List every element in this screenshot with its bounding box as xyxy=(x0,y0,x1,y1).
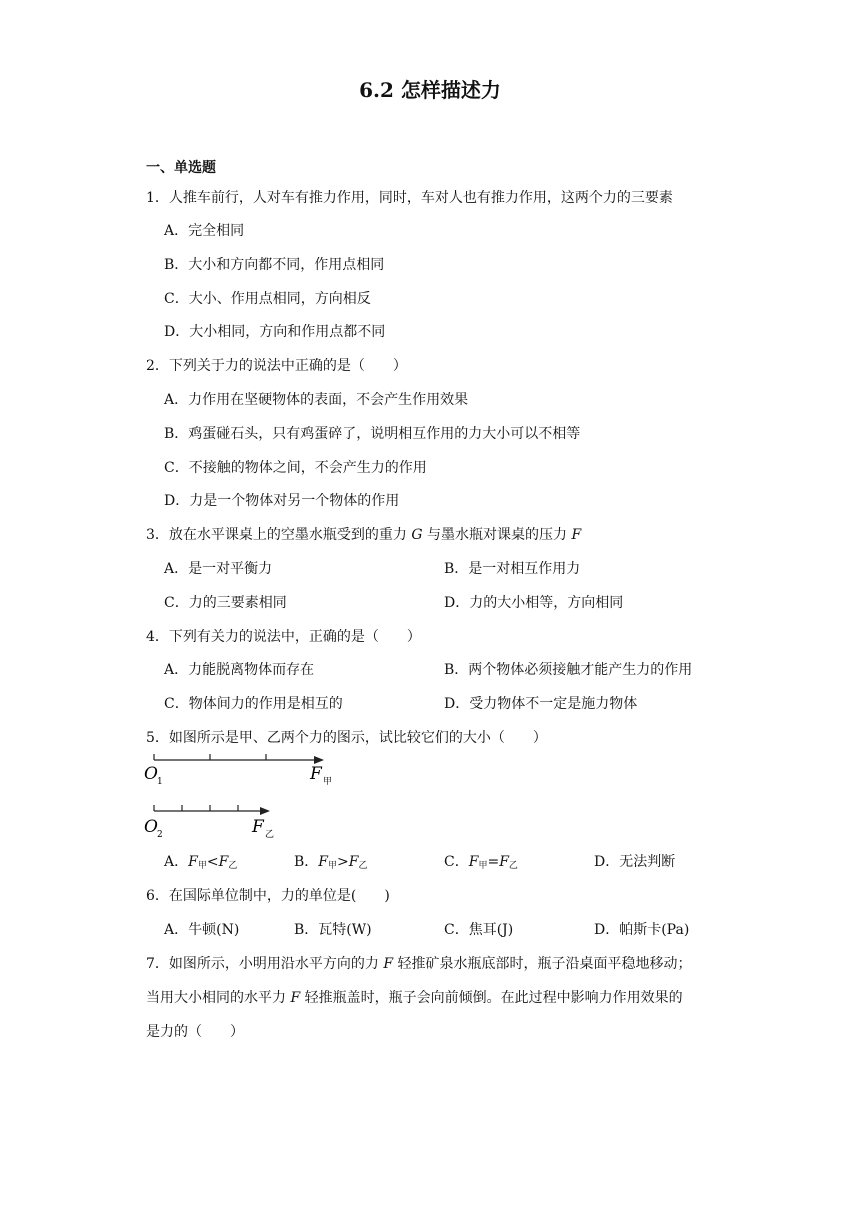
question-2-stem: 2．下列关于力的说法中正确的是（ ） xyxy=(146,358,407,374)
question-3-option-b[interactable]: B．是一对相互作用力 xyxy=(444,561,581,577)
question-7-line-3: 是力的（ ） xyxy=(146,1024,244,1040)
question-7-line-1 xyxy=(146,953,692,973)
question-3-option-d[interactable]: D．力的大小相等，方向相同 xyxy=(444,595,624,611)
force-jia-sub: 甲 xyxy=(323,777,333,787)
question-7-text: 轻推瓶盖时，瓶子会向前倾倒。在此过程中影响力作用效果的 xyxy=(300,990,683,1006)
comparison-operator: = xyxy=(487,854,500,870)
question-1-stem: 1．人推车前行，人对车有推力作用，同时，车对人也有推力作用，这两个力的三要素 xyxy=(146,190,673,206)
force-symbol: F xyxy=(318,854,329,870)
question-4-option-d[interactable]: D．受力物体不一定是施力物体 xyxy=(444,696,638,712)
question-3-stem-part: 3．放在水平课桌上的空墨水瓶受到的重力 xyxy=(146,527,412,543)
origin-2-sub: 2 xyxy=(157,830,163,840)
subscript: 乙 xyxy=(228,861,238,871)
subscript: 乙 xyxy=(358,861,368,871)
subscript: 甲 xyxy=(478,861,488,871)
question-1-option-d[interactable]: D．大小相同，方向和作用点都不同 xyxy=(164,324,386,340)
question-5-option-d[interactable] xyxy=(594,851,675,871)
question-6-option-a[interactable]: A．牛顿(N) xyxy=(164,922,240,938)
question-7-text: 轻推矿泉水瓶底部时，瓶子沿桌面平稳地移动； xyxy=(393,956,692,972)
question-6-option-d[interactable]: D．帕斯卡(Pa) xyxy=(594,922,690,938)
force-yi-sub: 乙 xyxy=(265,830,275,840)
question-2-option-b[interactable]: B．鸡蛋碰石头，只有鸡蛋碎了，说明相互作用的力大小可以不相等 xyxy=(164,426,581,442)
force-symbol: F xyxy=(188,854,198,870)
question-3-stem xyxy=(146,524,581,544)
question-4-stem: 4．下列有关力的说法中，正确的是（ ） xyxy=(146,629,421,645)
question-7-text: 7．如图所示，小明用沿水平方向的力 xyxy=(146,956,384,972)
question-6-option-c[interactable]: C．焦耳(J) xyxy=(444,922,514,938)
question-3-stem-part: 与墨水瓶对课桌的压力 xyxy=(422,527,572,543)
force-symbol: F xyxy=(468,854,479,870)
gravity-symbol: G xyxy=(411,527,423,543)
question-2-option-a[interactable]: A．力作用在坚硬物体的表面，不会产生作用效果 xyxy=(164,392,469,408)
question-5-stem: 5．如图所示是甲、乙两个力的图示，试比较它们的大小（ ） xyxy=(146,730,547,746)
force-symbol: F xyxy=(571,527,582,543)
comparison-operator: < xyxy=(206,854,219,870)
subscript: 甲 xyxy=(328,861,338,871)
question-5-option-c[interactable] xyxy=(444,851,518,871)
question-4-option-b[interactable]: B．两个物体必须接触才能产生力的作用 xyxy=(444,662,693,678)
question-1-option-a[interactable]: A．完全相同 xyxy=(164,223,245,239)
origin-1-label: O xyxy=(144,764,158,784)
question-6-option-b[interactable]: B．瓦特(W) xyxy=(294,922,372,938)
page-title: 6.2 怎样描述力 xyxy=(359,78,501,102)
section-heading: 一、单选题 xyxy=(146,160,216,176)
question-5-option-b[interactable] xyxy=(294,851,368,871)
option-text: 无法判断 xyxy=(619,854,676,870)
question-5-option-a[interactable] xyxy=(164,851,237,871)
force-symbol: F xyxy=(218,854,229,870)
arrowhead-icon xyxy=(260,807,270,815)
option-letter: C． xyxy=(444,854,469,870)
question-3-option-a[interactable]: A．是一对平衡力 xyxy=(164,561,273,577)
force-yi-label: F xyxy=(252,817,264,837)
origin-1-sub: 1 xyxy=(157,777,163,787)
option-letter: B． xyxy=(294,854,319,870)
question-6-stem: 6．在国际单位制中，力的单位是( ) xyxy=(146,888,390,904)
question-4-option-a[interactable]: A．力能脱离物体而存在 xyxy=(164,662,315,678)
question-1-option-b[interactable]: B．大小和方向都不同，作用点相同 xyxy=(164,257,385,273)
question-2-option-c[interactable]: C．不接触的物体之间，不会产生力的作用 xyxy=(164,460,427,476)
question-7-text: 当用大小相同的水平力 xyxy=(146,990,291,1006)
question-3-option-c[interactable]: C．力的三要素相同 xyxy=(164,595,287,611)
force-symbol: F xyxy=(383,956,394,972)
origin-2-label: O xyxy=(144,817,158,837)
force-symbol: F xyxy=(348,854,359,870)
question-1-option-c[interactable]: C．大小、作用点相同，方向相反 xyxy=(164,291,371,307)
question-2-option-d[interactable]: D．力是一个物体对另一个物体的作用 xyxy=(164,493,400,509)
force-symbol: F xyxy=(499,854,509,870)
question-7-line-2 xyxy=(146,987,683,1007)
force-diagram xyxy=(140,748,360,842)
subscript: 甲 xyxy=(197,861,207,871)
subscript: 乙 xyxy=(508,861,518,871)
question-4-option-c[interactable]: C．物体间力的作用是相互的 xyxy=(164,696,343,712)
force-jia-label: F xyxy=(310,764,322,784)
force-symbol: F xyxy=(290,990,301,1006)
comparison-operator: > xyxy=(337,854,349,870)
option-letter: A． xyxy=(164,854,189,870)
arrowhead-icon xyxy=(314,756,324,764)
option-letter: D． xyxy=(594,854,620,870)
